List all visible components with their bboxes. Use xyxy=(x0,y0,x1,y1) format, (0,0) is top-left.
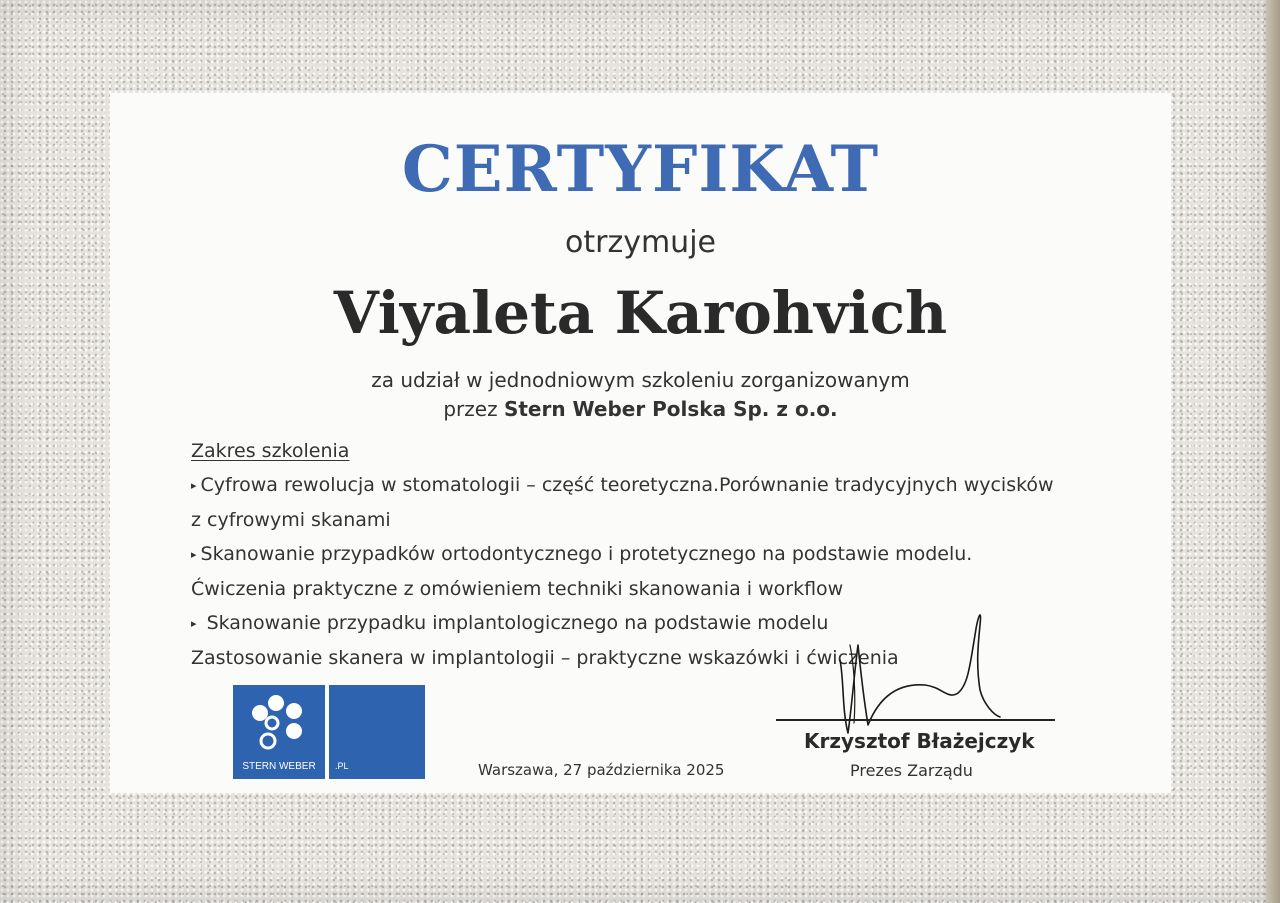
organizer-prefix: przez xyxy=(443,397,504,421)
bullet-icon: ▸ xyxy=(191,479,197,492)
scope-heading: Zakres szkolenia xyxy=(191,440,350,462)
training-description-line2 xyxy=(110,395,1171,424)
handwritten-signature xyxy=(830,605,1010,745)
training-description xyxy=(110,366,1171,424)
certificate-title: CERTYFIKAT xyxy=(401,132,880,207)
logo-name: STERN WEBER xyxy=(242,761,316,772)
bullet-icon: ▸ xyxy=(191,548,197,561)
logo-suffix: .PL xyxy=(335,761,349,771)
scope-item xyxy=(191,606,1161,641)
scope-item xyxy=(191,537,1161,572)
training-scope xyxy=(191,434,1161,675)
scope-item-text: Cyfrowa rewolucja w stomatologii – część teoretyczna.Porównanie tradycyjnych wycisków xyxy=(200,474,1054,496)
training-description-line1: za udział w jednodniowym szkoleniu zorganizowanym xyxy=(371,368,910,392)
scope-item xyxy=(191,468,1161,503)
signature-line xyxy=(776,719,1055,721)
photo-edge xyxy=(1266,0,1280,903)
recipient-name: Viyaleta Karohvich xyxy=(333,279,948,347)
stern-weber-logo xyxy=(233,685,425,779)
scope-item-text: Skanowanie przypadku implantologicznego na podstawie modelu xyxy=(206,612,829,634)
organizer-name: Stern Weber Polska Sp. z o.o. xyxy=(503,397,838,421)
signer-role: Prezes Zarządu xyxy=(850,761,973,780)
scope-item-continuation: Ćwiczenia praktyczne z omówieniem techniki skanowania i workflow xyxy=(191,578,844,600)
bullet-icon: ▸ xyxy=(191,617,197,630)
scope-item-continuation: z cyfrowymi skanami xyxy=(191,509,391,531)
receives-label: otrzymuje xyxy=(565,225,716,260)
certificate-panel xyxy=(110,93,1171,793)
logo-block-right xyxy=(329,685,425,779)
logo-block-left xyxy=(233,685,325,779)
logo-circles-icon xyxy=(247,691,311,757)
scope-item-text: Skanowanie przypadków ortodontycznego i protetycznego na podstawie modelu. xyxy=(200,543,973,565)
signer-name: Krzysztof Błażejczyk xyxy=(804,729,1035,753)
scope-item-continuation: Zastosowanie skanera w implantologii – praktyczne wskazówki i ćwiczenia xyxy=(191,647,899,669)
place-and-date: Warszawa, 27 października 2025 xyxy=(478,761,725,779)
